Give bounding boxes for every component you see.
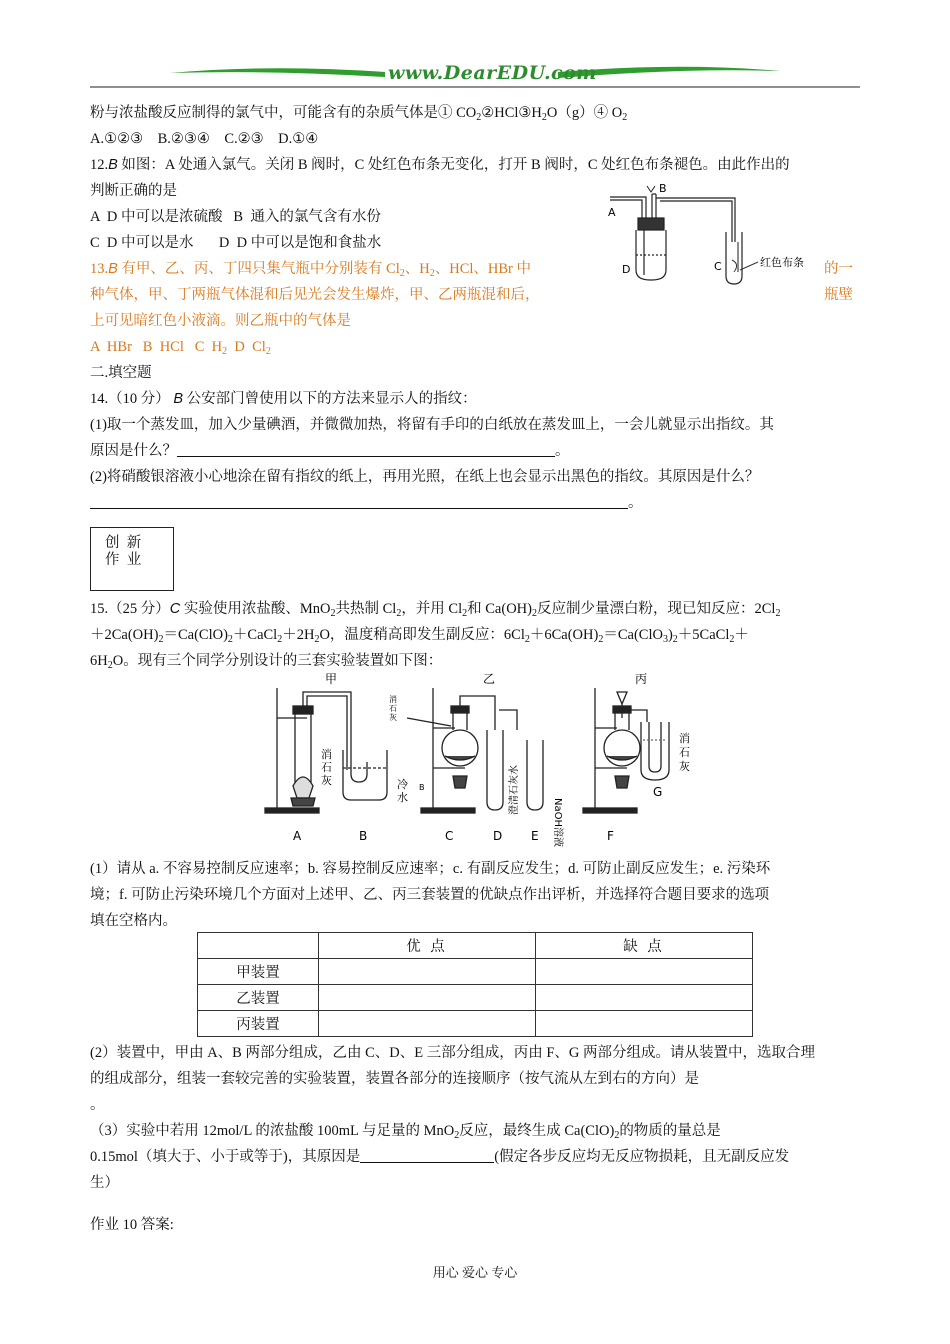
q15-part1-a: (1）请从 a. 不容易控制反应速率；b. 容易控制反应速率；c. 有副反应发生；d. 可防止副反应发生；e. 污染环 (90, 861, 771, 877)
site-logo-text: www.DearEDU.com (388, 62, 597, 84)
q11-stem: 粉与浓盐酸反应制得的氯气中，可能含有的杂质气体是① $CO_2②HCl③H_2O(g)④$ $O_2$ (90, 105, 628, 123)
table-row-label: 甲装置 (198, 959, 319, 985)
q15-part2-b: 的组成部分，组装一套较完善的实验装置，装置各部分的连接顺序（按气流从左到右的方向）是 (90, 1071, 699, 1087)
q12-stem: 12.B 如图：A 处通入氯气。关闭 B 阀时，C 处红色布条无变化，打开 B 阀时，C 处红色布条褪色。由此作出的 (90, 157, 790, 173)
fig-lime-g-2: 石 (679, 746, 690, 759)
q12-options-cd: C D 中可以是水 D D 中可以是饱和食盐水 (90, 235, 382, 251)
table-row (198, 1011, 753, 1037)
table-row-label: 乙装置 (198, 985, 319, 1011)
table-cell-good[interactable] (319, 1011, 536, 1037)
header-banner (90, 60, 860, 90)
q12-options-ab: A D 中可以是浓硫酸 B 通入的氯气含有水份 (90, 209, 381, 225)
q15-stem-2: $+2Ca(OH)_2=Ca(ClO)_2+CaCl_2+2H_2O$，温度稍高即发生副反应：$6Cl_2+6Ca(OH)_2=Ca(ClO_3)_2+5CaCl_2+$ (90, 627, 749, 645)
table-header-good: 优 点 (319, 933, 536, 959)
q15-part2-c: 。 (90, 1097, 105, 1113)
fig-label-D: D (493, 829, 503, 843)
q15-apparatus-figure (255, 670, 715, 850)
fig-label-G: G (653, 785, 663, 799)
q12-fig-label-cloth: 红色布条 (760, 256, 804, 269)
q15-part1-b: 境；f. 可防止污染环境几个方面对上述甲、乙、丙三套装置的优缺点作出评析，并选择符合题目要求的选项 (90, 887, 770, 903)
fig-label-yi: 乙 (483, 672, 496, 686)
q12-fig-label-d: D (622, 263, 631, 276)
innovation-box-line1: 创 新 (105, 535, 142, 551)
q15-part2-a: (2）装置中，甲由 A、B 两部分组成，乙由 C、D、E 三部分组成，丙由 F、G 两部分组成。请从装置中，选取合理 (90, 1045, 816, 1061)
q13-stem-right: 的一 (824, 261, 853, 277)
table-cell-good[interactable] (319, 985, 536, 1011)
q15-part1-c: 填在空格内。 (90, 913, 177, 929)
answers-title: 作业 10 答案: (90, 1217, 174, 1233)
fig-label-jia: 甲 (325, 672, 338, 686)
q14-answer-blank-1[interactable] (177, 442, 555, 457)
fig-cold-1: 冷 (397, 778, 408, 791)
fig-lime-b-1: 消 (389, 695, 397, 704)
fig-naoh: NaOH溶液 (552, 798, 563, 847)
evaluation-table (197, 932, 753, 1037)
table-cell-bad[interactable] (536, 1011, 753, 1037)
fig-lime-g-3: 灰 (679, 760, 690, 773)
fig-lime-g-1: 消 (679, 732, 690, 745)
fig-lime-a-1: 消 (321, 748, 332, 761)
fig-label-B: B (359, 829, 368, 843)
q11-options: A.①②③ B.②③④ C.②③ D.①④ (90, 131, 319, 147)
page-footer: 用心 爱心 专心 (432, 1265, 518, 1280)
q14-stem: 14.（10 分） B 公安部门曾使用以下的方法来显示人的指纹： (90, 391, 477, 407)
q14-part1: (1)取一个蒸发皿，加入少量碘酒，并微微加热，将留有手印的白纸放在蒸发皿上，一会儿就显示出指纹。其 (90, 417, 774, 433)
table-header-bad: 缺 点 (536, 933, 753, 959)
q12-apparatus-figure (600, 180, 840, 292)
q14-part2-blank: 。 (90, 492, 860, 514)
q13-options: A HBr B HCl C $H_2$ D $Cl_2$ (90, 339, 271, 357)
q15-stem-1: 15.（25 分）C 实验使用浓盐酸、MnO$_2$共热制 $Cl_2$，并用 $Cl_2$和 $Ca(OH)_2$反应制少量漂白粉，现已知反应：$2Cl_2$ (90, 601, 781, 619)
fig-lime-b-3: 灰 (389, 713, 397, 722)
table-row (198, 959, 753, 985)
fig-lime-b-2: 石 (389, 704, 397, 713)
q13-stem-2-right: 瓶壁 (824, 287, 853, 303)
fig-label-A: A (293, 829, 302, 843)
q15-answer-blank[interactable] (360, 1148, 494, 1163)
fig-lime-a-3: 灰 (321, 774, 332, 787)
q13-stem-2: 种气体，甲、丁两瓶气体混和后见光会发生爆炸，甲、乙两瓶混和后， (90, 287, 540, 303)
q12-fig-label-b: B (659, 182, 667, 195)
q15-stem-3: $6H_2O$。现有三个同学分别设计的三套实验装置如下图： (90, 653, 443, 671)
fig-limewater: 澄清石灰水 (509, 765, 520, 815)
fig-label-bing: 丙 (635, 672, 648, 686)
fig-cold-2: 水 (397, 791, 408, 804)
q12-stem-2: 判断正确的是 (90, 183, 177, 199)
q12-fig-label-c: C (714, 260, 722, 273)
innovation-box-line2: 作 业 (105, 552, 142, 568)
fig-label-F: F (607, 829, 614, 843)
q14-part1-b: 原因是什么？ 。 (90, 443, 570, 459)
table-cell-good[interactable] (319, 959, 536, 985)
table-row-label: 丙装置 (198, 1011, 319, 1037)
q13-stem: 13.B 有甲、乙、丙、丁四只集气瓶中分别装有 $Cl_2$、$H_2$、HCl、HBr 中 (90, 261, 532, 279)
table-cell-bad[interactable] (536, 959, 753, 985)
table-row (198, 985, 753, 1011)
q12-fig-label-a: A (608, 206, 616, 219)
q15-part3-c: 生） (90, 1175, 119, 1191)
fig-label-C: C (445, 829, 454, 843)
q14-answer-blank-2[interactable] (90, 494, 628, 509)
section-title: 二.填空题 (90, 365, 152, 381)
fig-label-B-small: B (419, 783, 425, 792)
table-header-row (198, 933, 753, 959)
q15-part3-a: （3）实验中若用 12mol/L 的浓盐酸 100mL 与足量的 MnO$_2$反应，最终生成 $Ca(ClO)_2$的物质的量总是 (90, 1123, 721, 1141)
fig-label-E: E (531, 829, 539, 843)
fig-lime-a-2: 石 (321, 761, 332, 774)
q15-part3-b: 0.15mol（填大于、小于或等于)，其原因是 (假定各步反应均无反应物损耗，且无副反应发 (90, 1149, 790, 1165)
q14-part2: (2)将硝酸银溶液小心地涂在留有指纹的纸上，再用光照，在纸上也会显示出黑色的指纹。其原因是什么？ (90, 469, 760, 485)
table-header-empty (198, 933, 319, 959)
table-cell-bad[interactable] (536, 985, 753, 1011)
q13-stem-3: 上可见暗红色小液滴。则乙瓶中的气体是 (90, 313, 351, 329)
innovation-box (90, 527, 174, 591)
q12-level: B (108, 157, 118, 173)
